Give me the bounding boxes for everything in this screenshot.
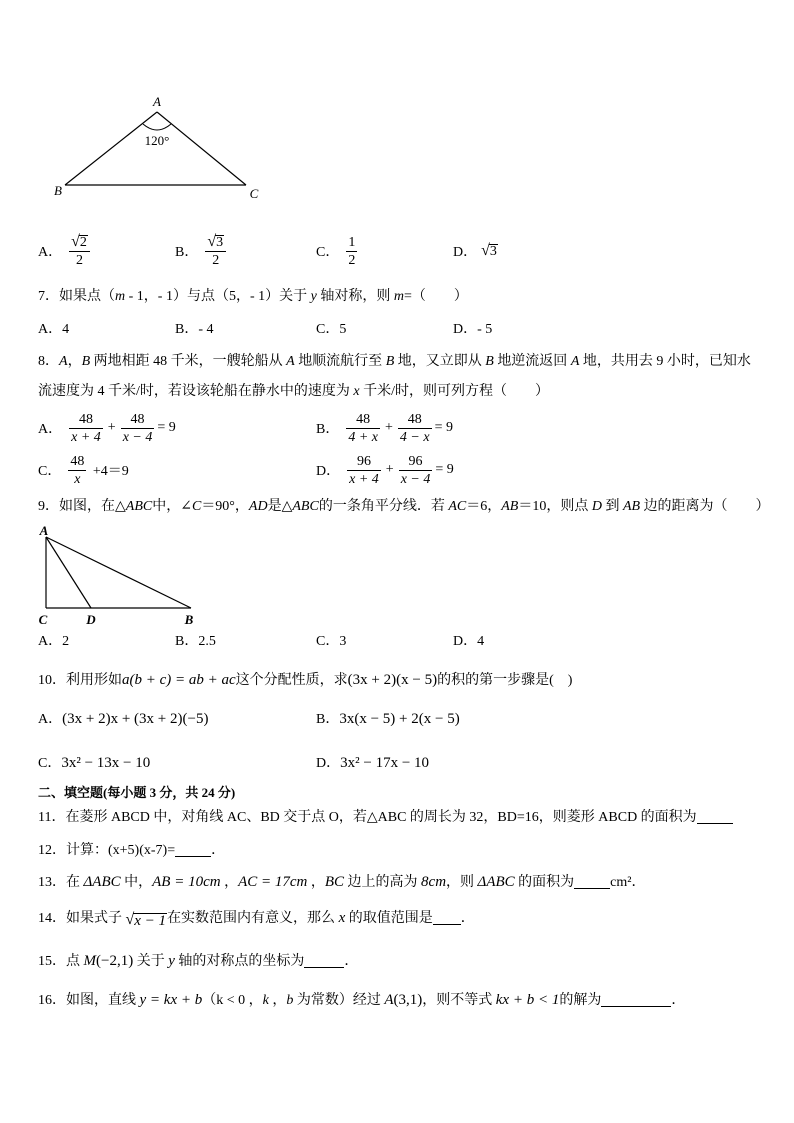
plus-sign: + (385, 462, 394, 477)
fraction-numerator: 96 (356, 453, 371, 469)
option-value: 4 (477, 634, 485, 649)
square-root (126, 912, 168, 928)
fraction-numerator: 48 (130, 411, 145, 427)
fraction (398, 412, 432, 445)
q7-option-d (453, 320, 492, 340)
fraction-denominator: 4 + x (348, 429, 379, 445)
q6-option-a (38, 233, 93, 269)
fraction-numerator: 48 (78, 411, 93, 427)
text-run: ，则不等式 (422, 993, 496, 1008)
q8-option-d (316, 452, 454, 488)
vertex-label-c: C (249, 186, 259, 201)
option-label: A． (38, 422, 63, 437)
answer-blank (304, 953, 344, 968)
math-expression: 3x(x − 5) + 2(x − 5) (339, 711, 460, 727)
vertex-label-c: C (38, 612, 48, 626)
math-variable: x (338, 910, 346, 926)
radicand: 3 (216, 235, 224, 250)
q8-text (38, 347, 751, 407)
math-variable: ΔABC (477, 874, 515, 890)
text-run: ． (671, 993, 686, 1008)
option-label: D． (453, 322, 478, 337)
math-expression: AB = 10cm (152, 874, 221, 890)
text-run: 9．如图，在△ (38, 499, 126, 514)
point-label-d: D (86, 612, 96, 626)
equation-rhs: +4＝9 (89, 464, 129, 479)
math-variable: AC (448, 499, 467, 514)
triangle-figure-q6 (40, 92, 270, 204)
math-variable: M (83, 953, 96, 969)
vertex-label-a: A (39, 524, 49, 538)
radicand: 2 (79, 235, 87, 250)
fraction-numerator: 1 (348, 234, 356, 250)
answer-blank (697, 809, 733, 824)
text-run: （k < 0 ， (202, 993, 263, 1008)
side-ac (157, 112, 246, 185)
fraction (346, 235, 357, 268)
fraction-bar (399, 470, 433, 471)
math-expression: 8cm (421, 874, 447, 890)
angle-label: 120° (144, 133, 170, 148)
text-run: 千米/时，则可列方程（ ） (359, 384, 549, 399)
q10-option-c (38, 753, 150, 773)
vertex-label-a: A (153, 94, 161, 109)
text-run: ． (460, 911, 475, 926)
vertex-label-b: B (184, 612, 194, 626)
text-run: cm²． (610, 875, 646, 890)
option-label: C． (316, 245, 340, 260)
math-expression: AC = 17cm (238, 874, 308, 890)
fraction-bar (69, 251, 90, 252)
math-variable: ABC (125, 499, 153, 514)
math-variable: x (353, 384, 360, 399)
option-value: 2.5 (198, 634, 216, 649)
q10-text (38, 670, 572, 690)
text-run: 的取值范围是 (345, 911, 433, 926)
fraction-bar (346, 251, 357, 252)
fraction-numerator: 48 (407, 411, 422, 427)
text-run: ＝6， (466, 499, 502, 514)
q11-text (38, 808, 733, 828)
q14-text (38, 906, 475, 930)
fraction-numerator: 96 (408, 453, 423, 469)
option-label: C． (38, 464, 62, 479)
math-variable: B (485, 354, 494, 369)
fraction-bar (121, 428, 155, 429)
fraction-numerator: 48 (70, 453, 85, 469)
math-expression: (−2,1) (96, 953, 134, 969)
fraction (69, 412, 103, 445)
fraction-denominator: 2 (212, 253, 220, 268)
text-run: ， (67, 354, 82, 369)
option-label: A． (38, 322, 63, 337)
answer-blank (433, 910, 461, 925)
text-run: 中， (120, 875, 153, 890)
text-run: ＝90°， (201, 499, 249, 514)
q9-option-b (175, 632, 216, 652)
option-label: B． (175, 322, 199, 337)
text-run: - 1，- 1）与点（5，- 1）关于 (125, 289, 311, 304)
text-run: 10．利用形如 (38, 673, 122, 688)
math-variable: b (286, 993, 294, 1008)
option-label: B． (316, 712, 340, 727)
fraction-denominator: 4 − x (399, 429, 430, 445)
math-expression: (3x + 2)x + (3x + 2)(−5) (62, 711, 209, 727)
option-label: B． (175, 634, 199, 649)
text-run: ， (220, 875, 239, 890)
text-run: 两地相距 48 千米，一艘轮船从 (90, 354, 287, 369)
text-run: 地，共用去 9 小时，已知水 (579, 354, 751, 369)
fraction (205, 234, 226, 268)
square-root (207, 234, 224, 250)
q7-option-a (38, 320, 69, 340)
option-label: B． (316, 422, 340, 437)
math-variable: m (115, 289, 126, 304)
text-run: 这个分配性质，求 (235, 673, 348, 688)
q8-option-c (38, 452, 129, 488)
option-label: D． (316, 464, 341, 479)
option-label: D． (316, 756, 341, 771)
square-root (481, 243, 498, 259)
text-run: 的积的第一步骤是( ) (437, 673, 573, 688)
q7-option-b (175, 320, 214, 340)
q8-option-b (316, 410, 453, 446)
radicand: x − 1 (134, 913, 167, 929)
math-variable: C (191, 499, 202, 514)
fraction-denominator: x (74, 471, 81, 487)
fraction-denominator: 2 (348, 252, 356, 268)
equation-rhs: = 9 (434, 420, 453, 435)
text-run: 为常数）经过 (293, 993, 385, 1008)
text-run: 中，∠ (152, 499, 192, 514)
q10-option-d (316, 753, 429, 773)
answer-blank (601, 992, 671, 1007)
text-run: 到 (601, 499, 623, 514)
text-run: 边上的高为 (344, 875, 422, 890)
fraction (346, 412, 380, 445)
option-value: 4 (62, 322, 70, 337)
text-run: ， (307, 875, 325, 890)
math-variable: BC (324, 874, 345, 890)
option-label: A． (38, 634, 63, 649)
fraction-bar (205, 251, 226, 252)
text-run: 13．在 (38, 875, 84, 890)
math-variable: y (168, 953, 175, 969)
fraction-denominator: x + 4 (71, 429, 101, 445)
option-label: D． (453, 245, 478, 260)
option-value: 2 (62, 634, 70, 649)
fraction (399, 454, 433, 487)
text-run: 的面积为 (514, 875, 575, 890)
fraction-denominator: x − 4 (122, 429, 153, 445)
fraction (121, 412, 155, 445)
text-run: 15．点 (38, 954, 84, 969)
text-run: 12．计算：(x+5)(x-7)= (38, 843, 176, 858)
q15-text (38, 951, 358, 971)
fraction-denominator: x + 4 (349, 471, 379, 487)
math-expression: (3x + 2)(x − 5) (347, 672, 438, 688)
math-expression: (3,1) (393, 992, 423, 1008)
math-variable: y (310, 289, 317, 304)
math-variable: AB (501, 499, 519, 514)
q6-option-b (175, 233, 229, 269)
answer-blank (574, 874, 610, 889)
option-label: B． (175, 245, 199, 260)
radical-sign: √ (125, 911, 135, 928)
text-run: 关于 (133, 954, 169, 969)
square-root (71, 234, 88, 250)
text-run: 的解为 (559, 993, 602, 1008)
math-variable: B (81, 354, 91, 369)
math-expression: a(b + c) = ab + ac (122, 672, 236, 688)
radical-sign: √ (71, 233, 80, 250)
answer-blank (175, 842, 211, 857)
text-run: ． (211, 843, 226, 858)
math-variable: m (393, 289, 404, 304)
q10-option-b (316, 709, 460, 729)
text-run: ，则 (446, 875, 478, 890)
q9-text (38, 497, 770, 517)
q12-text (38, 841, 225, 861)
option-label: C． (316, 322, 340, 337)
radicand: 3 (489, 244, 497, 259)
math-variable: AB (622, 499, 641, 514)
plus-sign: + (385, 420, 393, 435)
math-variable: ABC (292, 499, 319, 514)
radical-sign: √ (207, 233, 217, 250)
option-value: - 5 (477, 322, 493, 337)
side-ab (65, 112, 157, 185)
text-run: 11．在菱形 ABCD 中，对角线 AC、BD 交于点 O，若△ABC 的周长为 32，BD=16，则菱形 ABCD 的面积为 (38, 810, 697, 825)
text-run: 在实数范围内有意义，那么 (167, 911, 339, 926)
text-run: ＝10，则点 (518, 499, 592, 514)
equation-rhs: = 9 (157, 420, 176, 435)
math-expression: kx + b < 1 (495, 992, 560, 1008)
right-triangle-figure-q9 (30, 524, 200, 626)
q7-text (38, 287, 468, 307)
fraction-bar (398, 428, 432, 429)
text-run: 是△ (267, 499, 293, 514)
text-run: 轴的对称点的坐标为 (174, 954, 305, 969)
fraction-bar (69, 428, 103, 429)
q7-option-c (316, 320, 346, 340)
fraction-bar (68, 470, 86, 471)
fraction-denominator: 2 (76, 253, 84, 268)
fraction (68, 454, 86, 487)
math-expression: y = kx + b (139, 992, 203, 1008)
q9-option-c (316, 632, 346, 652)
q16-text (38, 990, 685, 1010)
math-variable: A (570, 354, 580, 369)
q9-option-d (453, 632, 484, 652)
fraction (347, 454, 381, 487)
option-value: - 4 (198, 322, 214, 337)
fraction-numerator (205, 234, 226, 250)
math-variable: A (384, 992, 394, 1008)
option-value: 5 (339, 322, 347, 337)
option-value: 3 (339, 634, 347, 649)
text-run: 流速度为 4 千米/时，若设该轮船在静水中的速度为 (38, 384, 354, 399)
text-run: 8． (38, 354, 59, 369)
text-run: ， (268, 993, 287, 1008)
q13-text (38, 872, 645, 892)
q9-option-a (38, 632, 69, 652)
text-run: 14．如果式子 (38, 911, 126, 926)
math-expression: 3x² − 13x − 10 (61, 755, 151, 771)
fraction-bar (347, 470, 381, 471)
equation-rhs: = 9 (435, 462, 454, 477)
text-run: 边的距离为（ ） (640, 499, 770, 514)
option-label: A． (38, 712, 63, 727)
math-variable: D (591, 499, 602, 514)
text-run: =（ ） (403, 289, 468, 304)
option-label: A． (38, 245, 63, 260)
side-ab (46, 537, 191, 608)
math-variable: AD (248, 499, 268, 514)
q10-option-a (38, 709, 208, 729)
q6-option-c (316, 233, 360, 269)
math-variable: ΔABC (83, 874, 121, 890)
math-expression: 3x² − 17x − 10 (340, 755, 430, 771)
option-label: C． (38, 756, 62, 771)
math-variable: k (262, 993, 269, 1008)
text-run: 16．如图，直线 (38, 993, 140, 1008)
math-variable: A (286, 354, 295, 369)
q6-option-d (453, 233, 498, 269)
radical-sign: √ (481, 242, 490, 259)
option-label: D． (453, 634, 478, 649)
section-heading: 二、填空题(每小题 3 分，共 24 分) (38, 785, 236, 800)
plus-sign: + (107, 420, 116, 435)
text-run: 地逆流返回 (493, 354, 571, 369)
text-run: 的一条角平分线．若 (318, 499, 449, 514)
text-run: 轴对称，则 (316, 289, 394, 304)
fraction-numerator (69, 234, 90, 250)
fraction-denominator: x − 4 (400, 471, 431, 487)
text-run: ． (344, 954, 359, 969)
vertex-label-b: B (54, 183, 62, 198)
option-label: C． (316, 634, 340, 649)
fraction (69, 234, 90, 268)
math-variable: A (59, 354, 68, 369)
q8-option-a (38, 410, 176, 446)
math-variable: B (385, 354, 395, 369)
angle-arc (143, 124, 171, 130)
fraction-bar (346, 428, 380, 429)
fraction-numerator: 48 (356, 411, 371, 427)
text-run: 地顺流航行至 (294, 354, 386, 369)
text-run: 7．如果点（ (38, 289, 115, 304)
text-run: 地，又立即从 (394, 354, 486, 369)
